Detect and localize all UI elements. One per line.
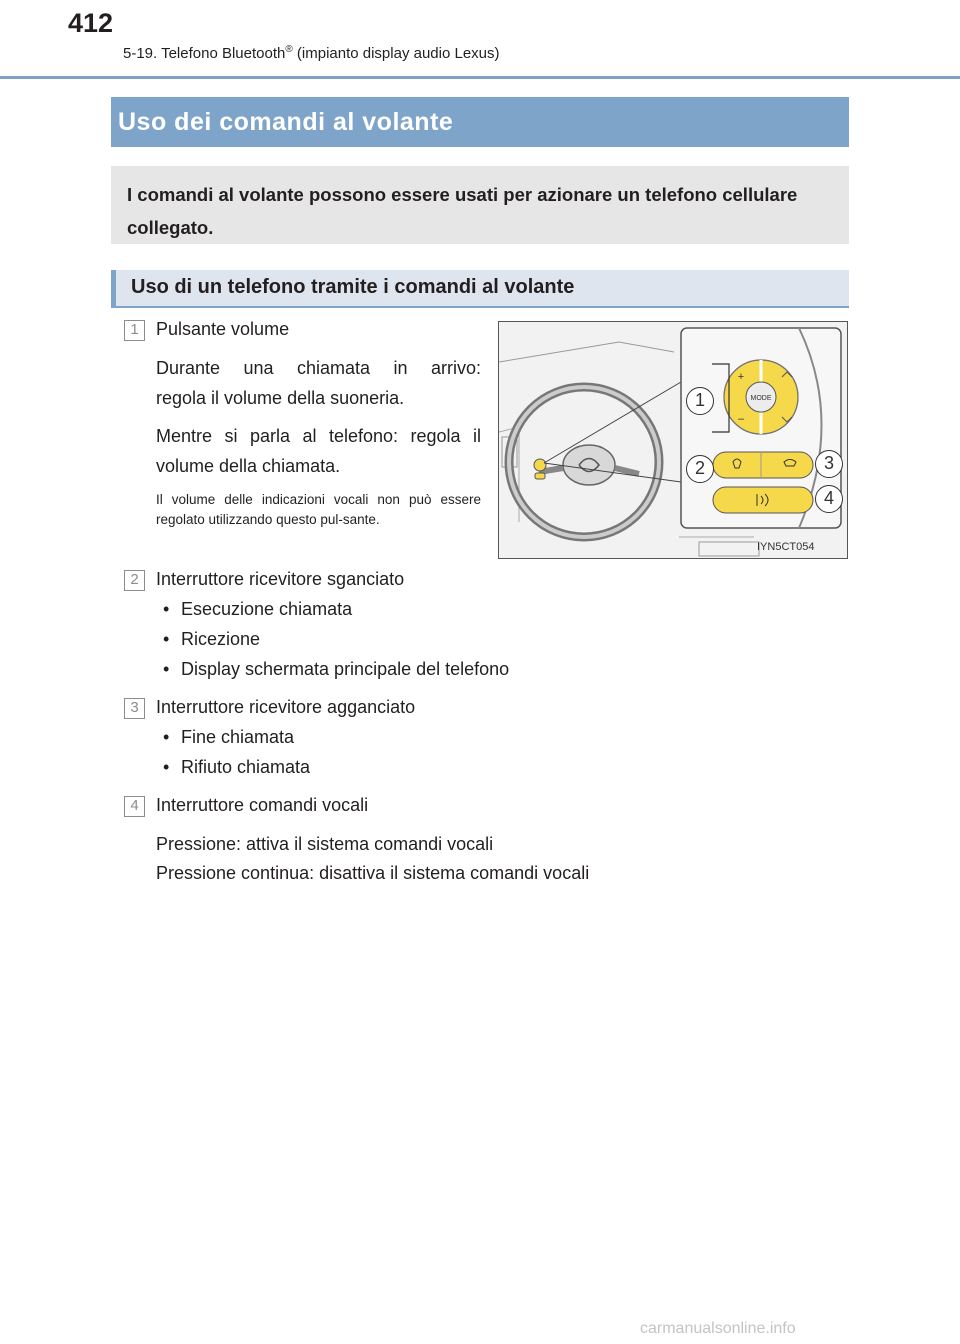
subsection-header xyxy=(111,270,849,308)
item-number-badge: 1 xyxy=(124,320,145,341)
body-line: regola il volume della suoneria. xyxy=(156,388,405,408)
body-line: Pressione: attiva il sistema comandi vocali xyxy=(156,834,494,854)
bullet-item: • Display schermata principale del telefono xyxy=(163,659,510,679)
watermark: carmanualsonline.info xyxy=(640,1320,796,1337)
chapter-title: 5-19. Telefono Bluetooth® (impianto display audio Lexus) xyxy=(123,44,500,62)
bullet-item: • Fine chiamata xyxy=(163,727,295,747)
mode-button-label: MODE xyxy=(750,395,772,402)
item-number-badge: 4 xyxy=(124,796,145,817)
steering-wheel-illustration xyxy=(499,322,848,559)
item-title: Interruttore ricevitore agganciato xyxy=(156,697,416,717)
header-rule xyxy=(0,76,960,79)
item-title: Interruttore comandi vocali xyxy=(156,795,369,815)
bullet-item: • Ricezione xyxy=(163,629,261,649)
item-number-badge: 3 xyxy=(124,698,145,719)
steering-wheel-figure xyxy=(498,321,848,559)
item-title: Interruttore ricevitore sganciato xyxy=(156,569,405,589)
figure-code: IYN5CT054 xyxy=(757,541,815,553)
section-title: Uso dei comandi al volante xyxy=(118,108,454,136)
subsection-bar xyxy=(111,270,116,306)
item-note: Il volume delle indicazioni vocali non può essere regolato utilizzando questo pul-sante. xyxy=(156,492,481,527)
volume-plus-label: + xyxy=(737,371,745,383)
callout-1: 1 xyxy=(686,387,714,415)
item-number-badge: 2 xyxy=(124,570,145,591)
callout-4: 4 xyxy=(815,485,843,513)
body-line: Mentre si parla al telefono: regola il xyxy=(156,426,481,446)
bullet-item: • Esecuzione chiamata xyxy=(163,599,353,619)
registered-mark: ® xyxy=(285,44,293,55)
subsection-title: Uso di un telefono tramite i comandi al volante xyxy=(131,276,575,298)
item-title: Pulsante volume xyxy=(156,319,290,339)
callout-3: 3 xyxy=(815,450,843,478)
volume-minus-label: – xyxy=(737,413,745,425)
bullet-item: • Rifiuto chiamata xyxy=(163,757,311,777)
page-number: 412 xyxy=(68,8,114,38)
intro-text: I comandi al volante possono essere usati per azionare un telefono cellulare collegato. xyxy=(127,184,798,238)
callout-2: 2 xyxy=(686,455,714,483)
body-line: Pressione continua: disattiva il sistema comandi vocali xyxy=(156,863,590,883)
body-line: Durante una chiamata in arrivo: xyxy=(156,358,481,378)
body-line: volume della chiamata. xyxy=(156,456,341,476)
